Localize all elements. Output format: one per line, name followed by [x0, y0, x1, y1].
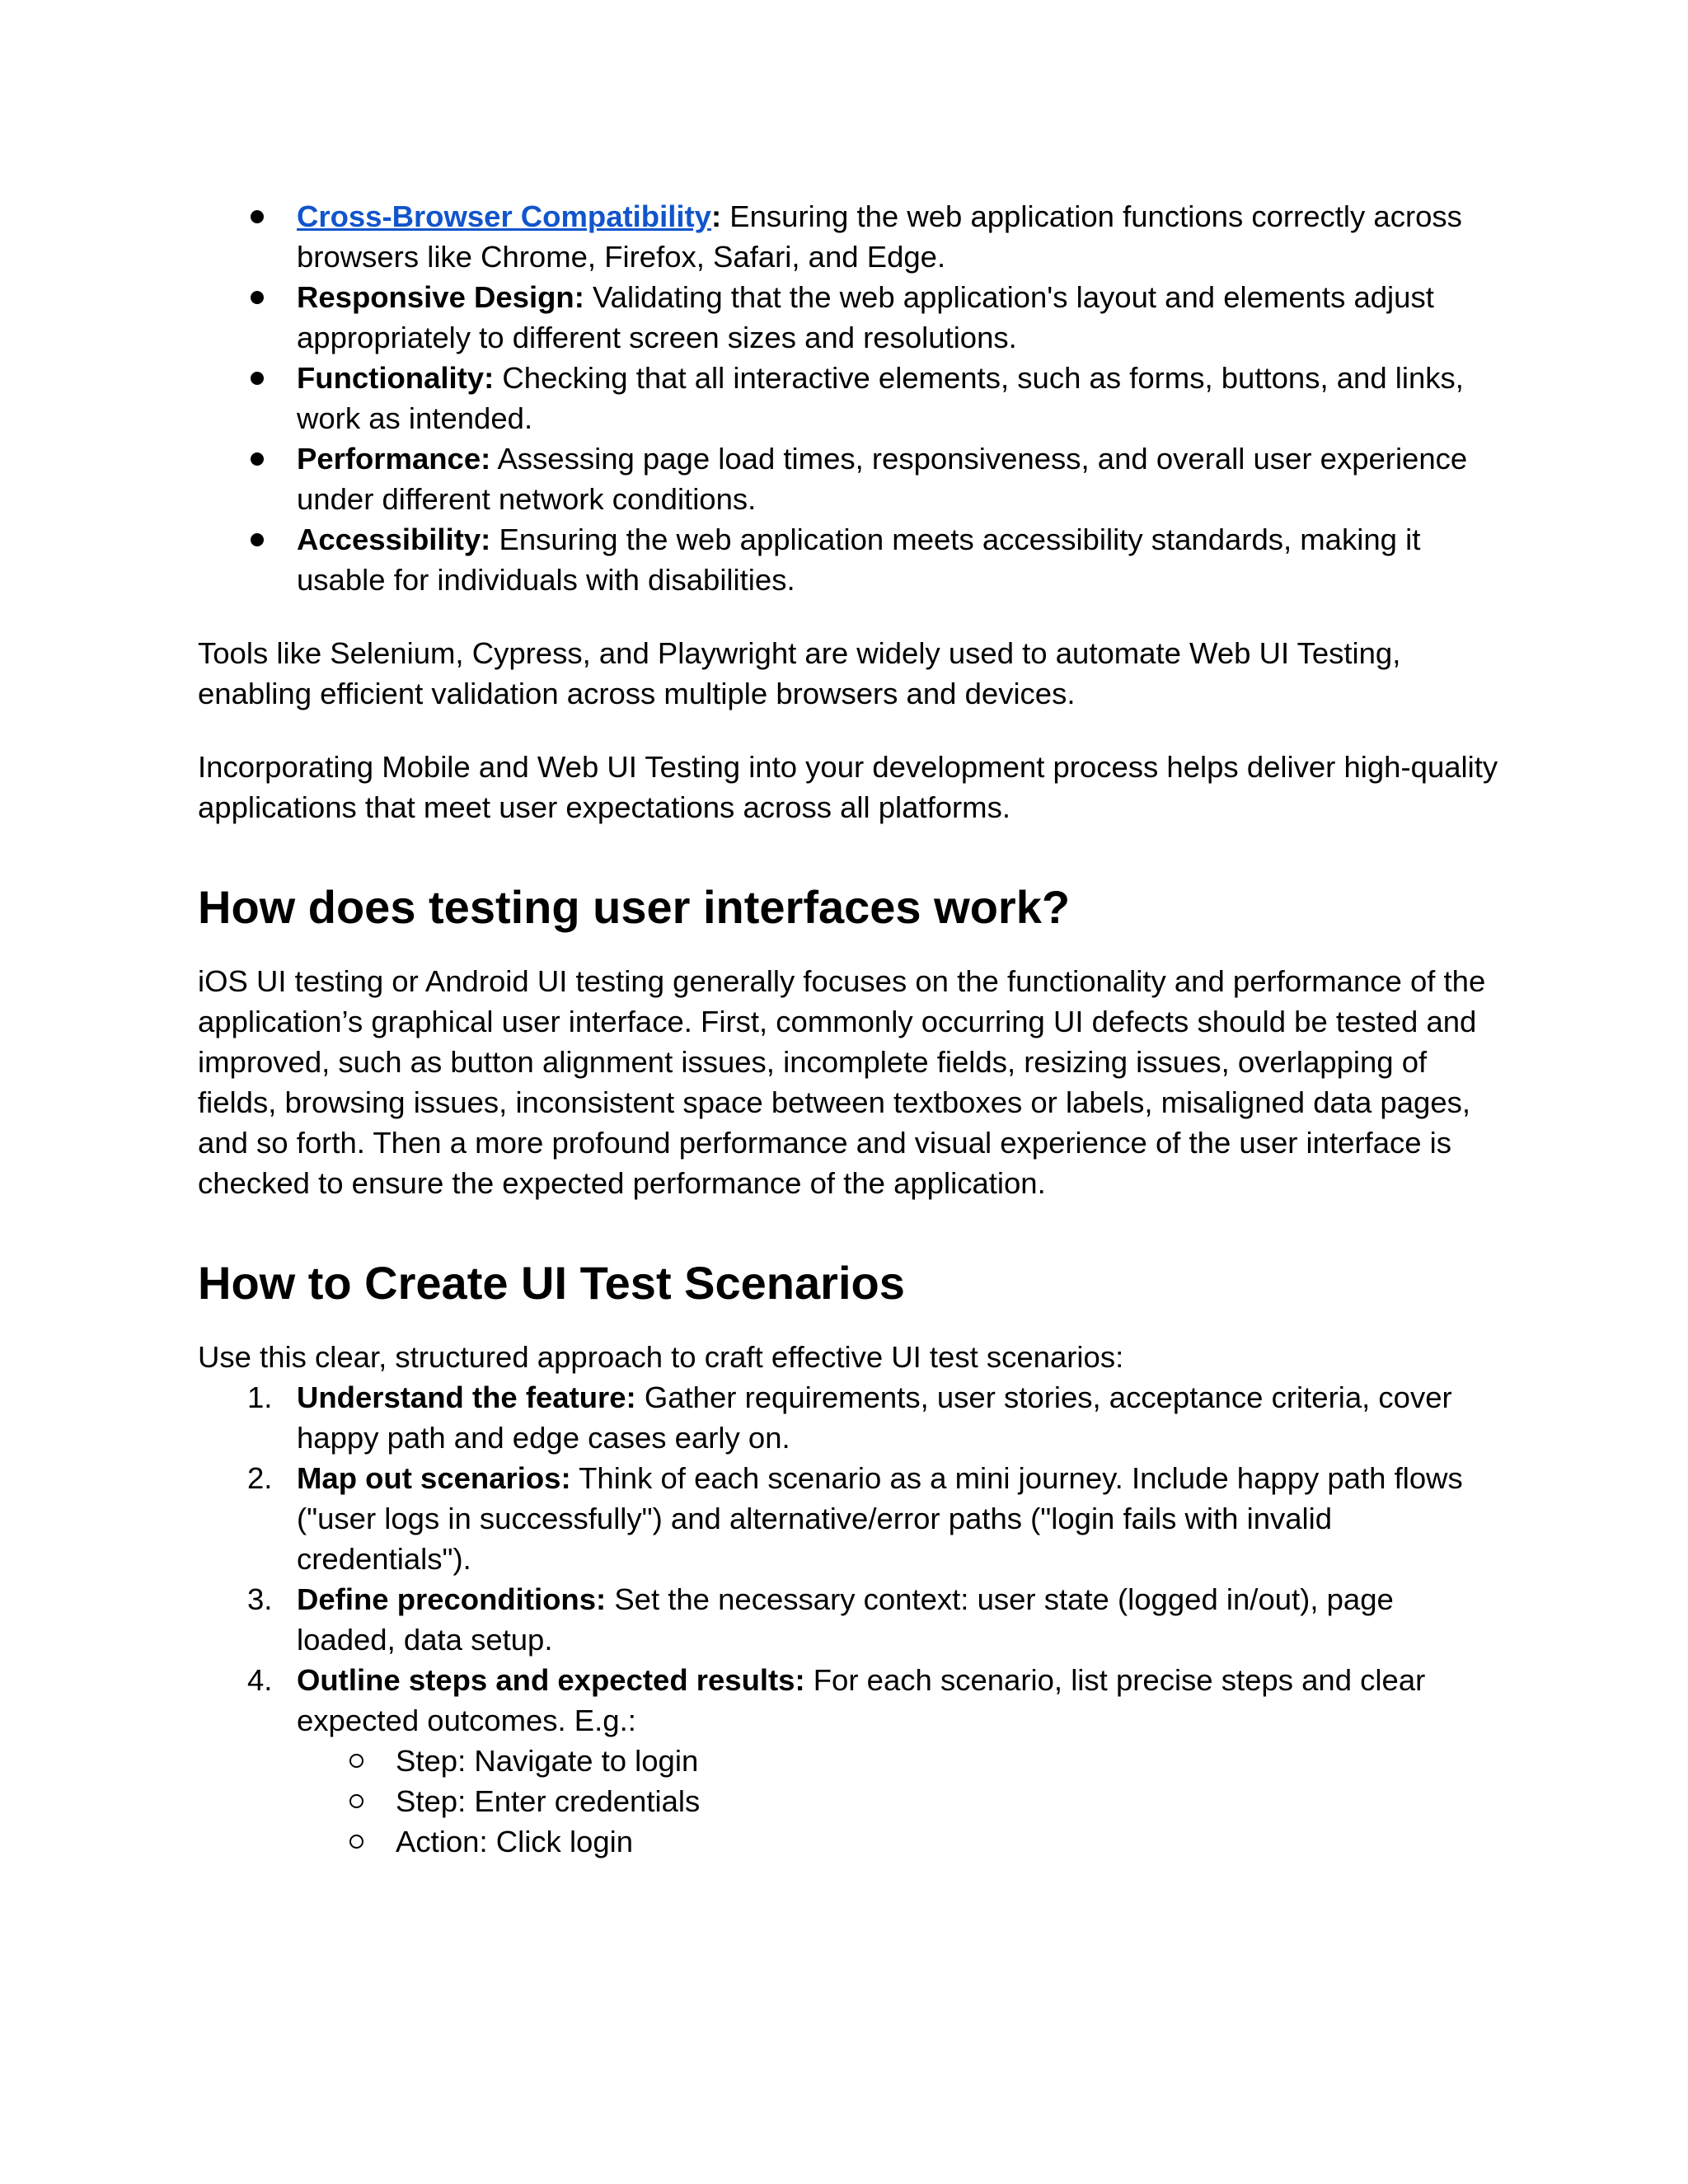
step-text: Set the necessary context: user state (logged in/out), page loaded, data setup. — [297, 1582, 1394, 1657]
bullet-term: Accessibility: — [297, 523, 491, 556]
step-number: 2. — [247, 1461, 273, 1495]
hollow-bullet-icon — [349, 1754, 363, 1768]
paragraph-tools: Tools like Selenium, Cypress, and Playwright are widely used to automate Web UI Testing, enabling efficient validation across multiple browsers and devices. — [198, 636, 1401, 710]
document-page — [198, 196, 1500, 1862]
step-text: Think of each scenario as a mini journey. Include happy path flows ("user logs in successfully") and alternative/error paths ("login fails with invalid credentials"). — [297, 1461, 1463, 1576]
list-item — [198, 1821, 1500, 1862]
bullet-colon: : — [710, 199, 722, 233]
list-item — [198, 196, 1500, 277]
bullet-icon — [251, 452, 264, 466]
step-term: Map out scenarios: — [297, 1461, 571, 1495]
hollow-bullet-icon — [349, 1835, 363, 1849]
list-item — [198, 1458, 1500, 1579]
step-number: 4. — [247, 1663, 273, 1697]
step-number: 1. — [247, 1380, 273, 1414]
step-term: Understand the feature: — [297, 1380, 636, 1414]
bullet-text: Ensuring the web application functions correctly across browsers like Chrome, Firefox, Safari, and Edge. — [297, 199, 1462, 274]
bullet-term: Responsive Design: — [297, 280, 584, 314]
list-item — [198, 1781, 1500, 1821]
list-item — [198, 438, 1500, 519]
bullet-icon — [251, 372, 264, 385]
heading-how-testing-works: How does testing user interfaces work? — [198, 881, 1071, 933]
substep-text: Step: Navigate to login — [396, 1744, 699, 1778]
substep-text: Action: Click login — [396, 1825, 634, 1858]
hollow-bullet-icon — [349, 1794, 363, 1808]
bullet-text: Validating that the web application's layout and elements adjust appropriately to different screen sizes and resolutions. — [297, 280, 1434, 354]
list-item — [198, 1377, 1500, 1458]
bullet-term: Performance: — [297, 442, 491, 476]
paragraph-how-testing-works: iOS UI testing or Android UI testing generally focuses on the functionality and performance of the application’s graphical user interface. First, commonly occurring UI defects should be tested and improved, such as button alignment issues, incomplete fields, resizing issues, overlapping of fields, browsing issues, inconsistent space between textboxes or labels, misaligned data pages, and so forth. Then a more profound performance and visual experience of the user interface is checked to ensure the expected performance of the application. — [198, 964, 1486, 1200]
substep-text: Step: Enter credentials — [396, 1784, 701, 1818]
heading-create-scenarios: How to Create UI Test Scenarios — [198, 1257, 905, 1309]
list-item — [198, 519, 1500, 600]
step-number: 3. — [247, 1582, 273, 1616]
step-text: Gather requirements, user stories, acceptance criteria, cover happy path and edge cases early on. — [297, 1380, 1452, 1455]
list-item — [198, 1579, 1500, 1660]
bullet-text: Checking that all interactive elements, such as forms, buttons, and links, work as intended. — [297, 361, 1464, 435]
list-item — [198, 358, 1500, 438]
cross-browser-link[interactable]: Cross-Browser Compatibility — [297, 199, 711, 233]
step-term: Outline steps and expected results: — [297, 1663, 805, 1697]
bullet-text: Ensuring the web application meets accessibility standards, making it usable for individuals with disabilities. — [297, 523, 1421, 597]
bullet-icon — [251, 291, 264, 304]
bullet-text: Assessing page load times, responsiveness, and overall user experience under different network conditions. — [297, 442, 1468, 516]
paragraph-incorporating: Incorporating Mobile and Web UI Testing into your development process helps deliver high-quality applications that meet user expectations across all platforms. — [198, 750, 1498, 824]
bullet-icon — [251, 533, 264, 546]
testing-aspects-list — [198, 196, 1500, 600]
paragraph-scenarios-intro: Use this clear, structured approach to craft effective UI test scenarios: — [198, 1340, 1124, 1374]
step-term: Define preconditions: — [297, 1582, 607, 1616]
list-item — [198, 1741, 1500, 1781]
list-item — [198, 277, 1500, 358]
scenario-steps-list — [198, 1377, 1500, 1741]
bullet-icon — [251, 210, 264, 223]
bullet-term: Functionality: — [297, 361, 495, 395]
list-item — [198, 1660, 1500, 1741]
example-substeps-list — [198, 1741, 1500, 1862]
step-text: For each scenario, list precise steps and clear expected outcomes. E.g.: — [297, 1663, 1426, 1737]
